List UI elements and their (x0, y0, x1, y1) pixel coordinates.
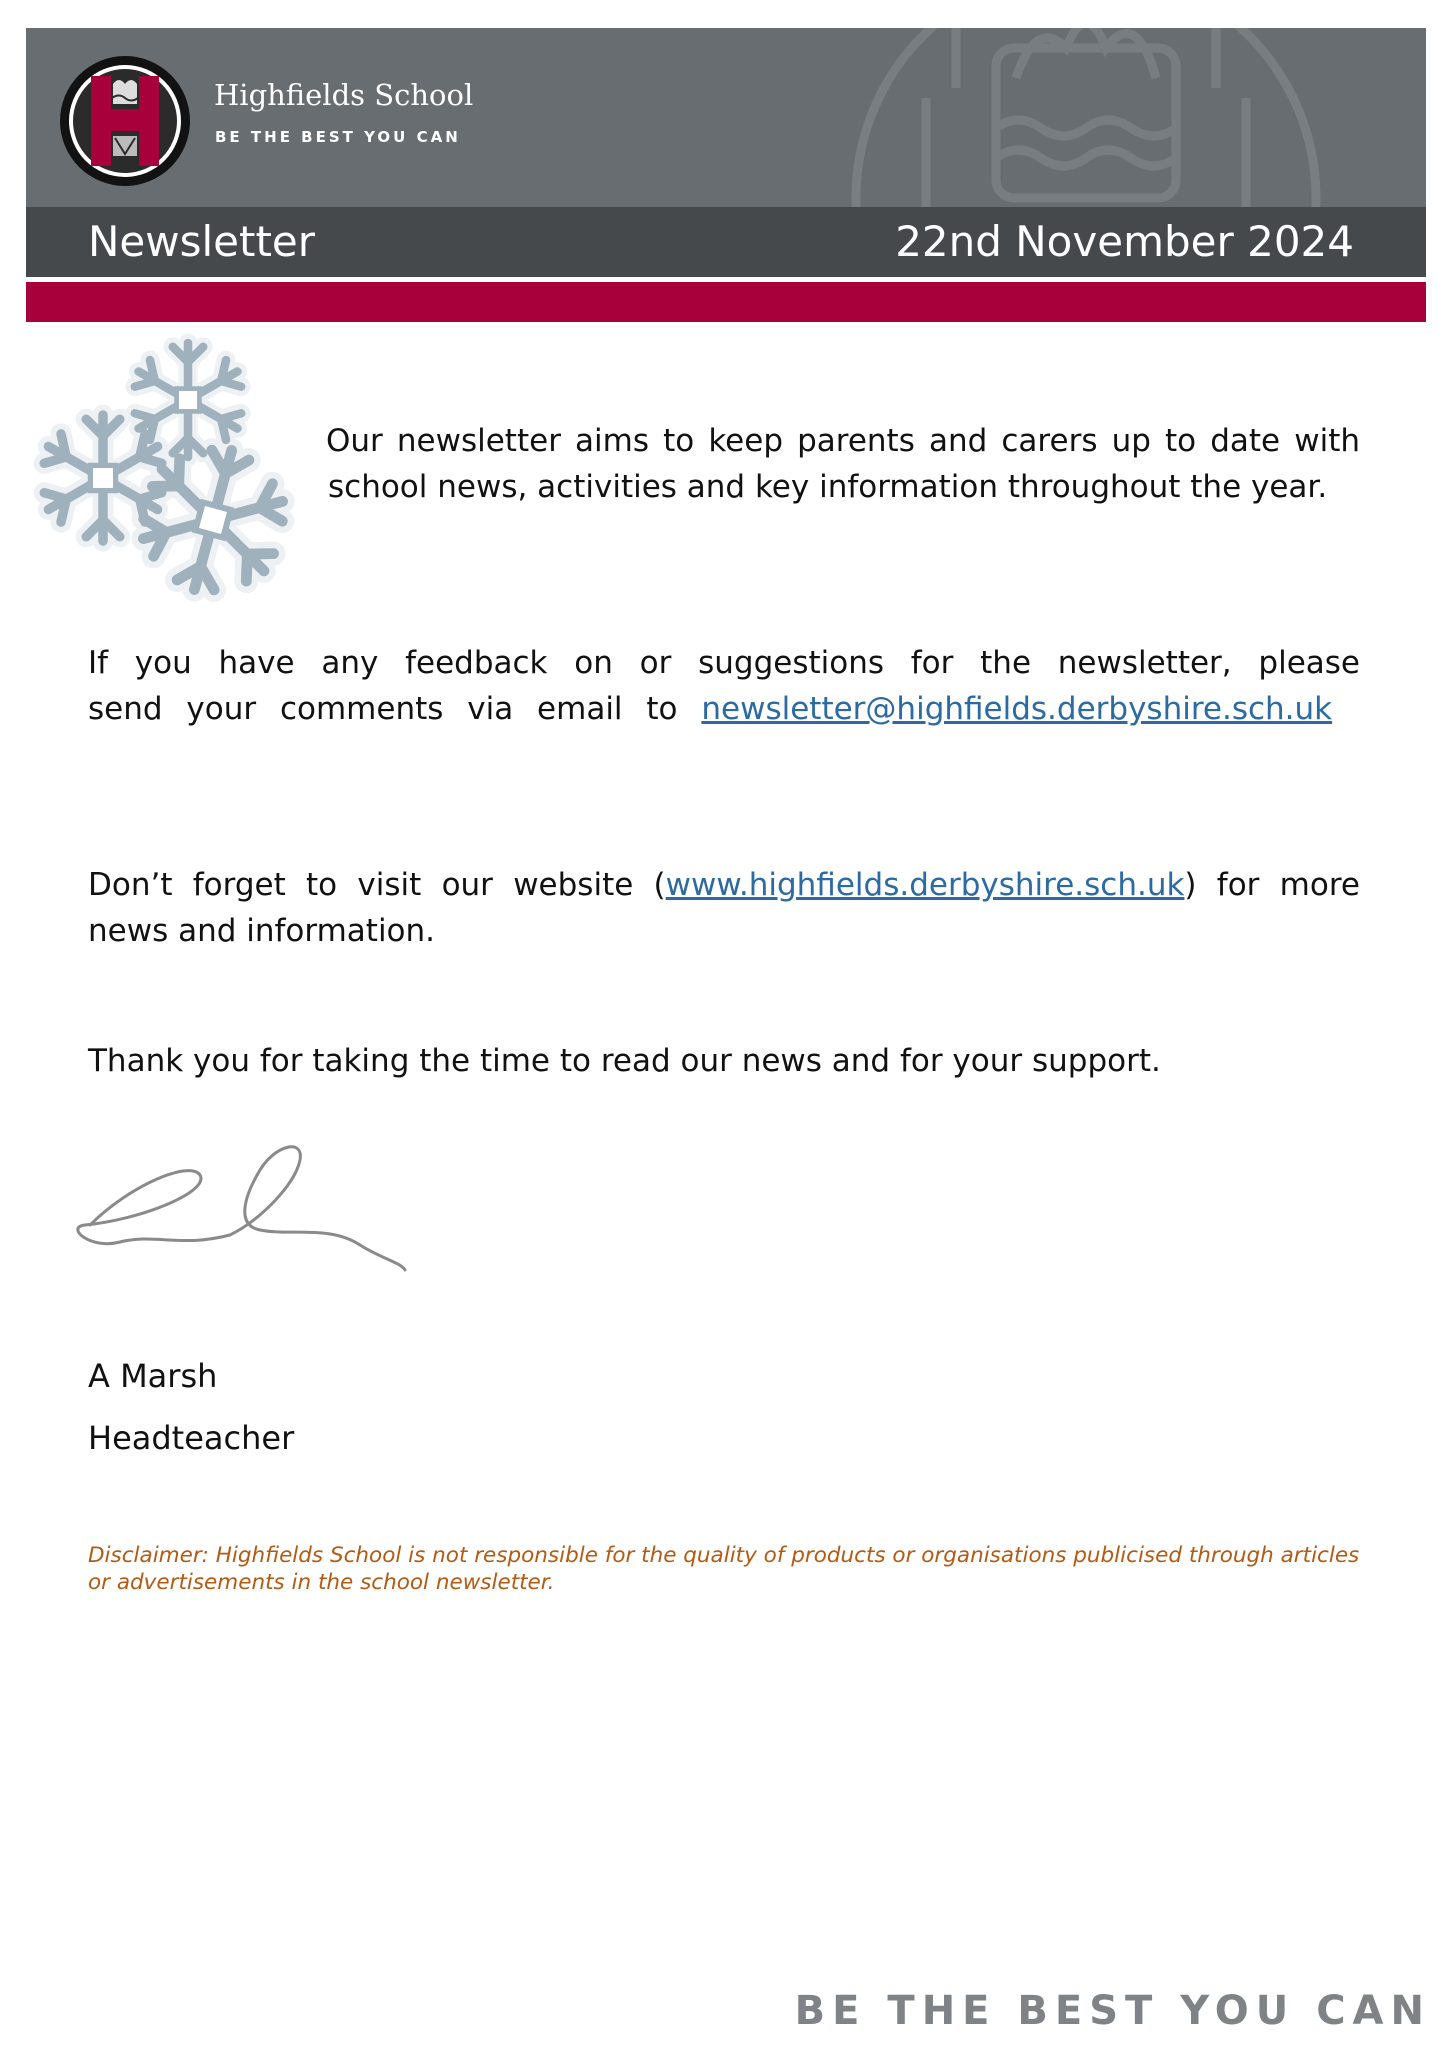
header-banner (26, 28, 1426, 207)
newsletter-title: Newsletter (88, 217, 316, 266)
school-crest-logo-icon (58, 54, 192, 188)
newsletter-email-link[interactable]: newsletter@highfields.derbyshire.sch.uk (701, 691, 1333, 727)
snowflake-icon (18, 330, 318, 620)
disclaimer-text: Disclaimer: Highfields School is not responsible for the quality of products or organisations publicised through articles or advertisements in the school newsletter. (88, 1543, 1360, 1595)
headteacher-signature (60, 1130, 420, 1280)
website-paragraph (88, 862, 1360, 954)
feedback-text: If you have any feedback on or suggestions for the newsletter, please send your comments via email to (88, 645, 1360, 727)
signoff-name: A Marsh (88, 1357, 218, 1395)
intro-paragraph: Our newsletter aims to keep parents and carers up to date with school news, activities and key information throughout the year. (326, 423, 1360, 505)
feedback-paragraph (88, 640, 1360, 732)
newsletter-date: 22nd November 2024 (895, 217, 1354, 266)
footer-tagline: BE THE BEST YOU CAN (794, 1988, 1431, 2034)
website-link[interactable]: www.highfields.derbyshire.sch.uk (665, 867, 1185, 903)
school-name: Highfields School (214, 78, 474, 112)
thanks-paragraph: Thank you for taking the time to read our news and for your support. (88, 1043, 1161, 1079)
website-text-after: ) for more news and information. (88, 867, 1360, 949)
newsletter-title-bar (26, 207, 1426, 277)
crest-watermark-icon (806, 28, 1366, 207)
website-text-before: Don’t forget to visit our website ( (88, 867, 666, 903)
brand-band (26, 282, 1426, 322)
school-tagline: BE THE BEST YOU CAN (215, 128, 461, 146)
signoff-role: Headteacher (88, 1419, 295, 1457)
